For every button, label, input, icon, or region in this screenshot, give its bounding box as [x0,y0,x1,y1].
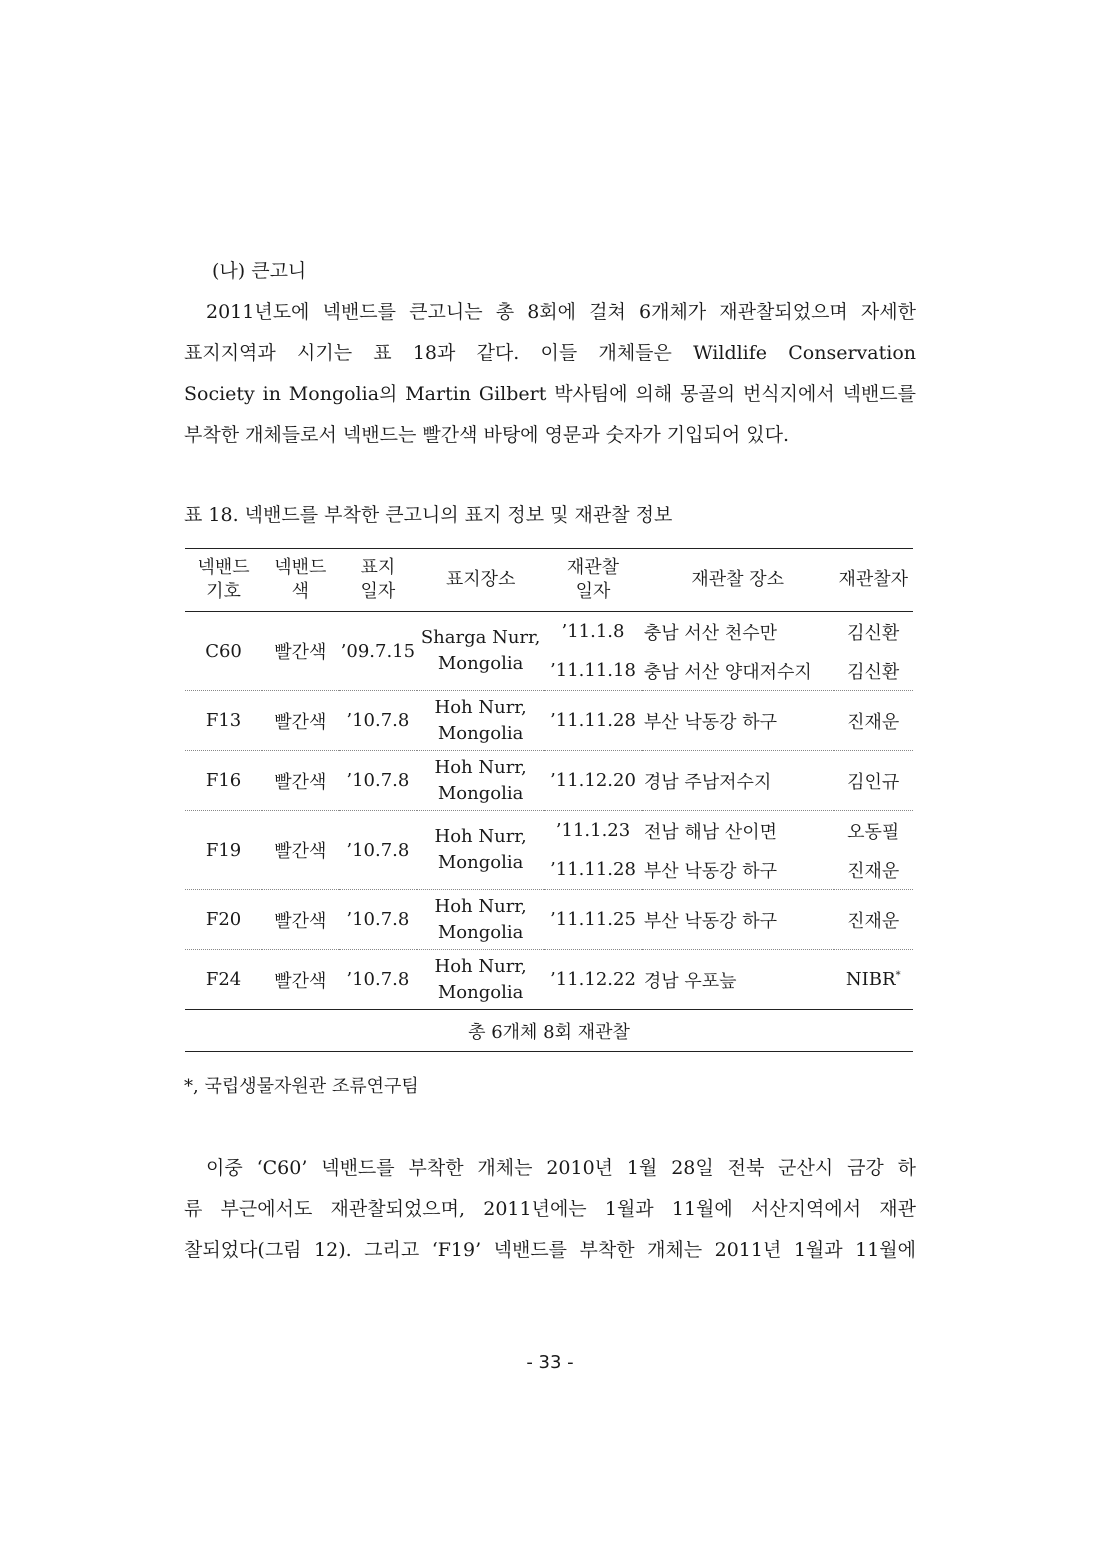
cell-observer: 오동필 [847,821,900,843]
cell-mark-date: ’10.7.8 [339,811,417,890]
cell-mark-date: ’10.7.8 [339,890,417,950]
header-resight-place: 재관찰 장소 [691,569,785,590]
paragraph-line: 류 부근에서도 재관찰되었으며, 2011년에는 1월과 11월에 서산지역에서 재관 [184,1198,916,1220]
cell-observer: 진재운 [834,850,914,890]
paragraph-line: 이중 ‘C60’ 넥밴드를 부착한 개체는 2010년 1월 28일 전북 군산시 금강 하 [206,1157,916,1179]
neckband-table [185,548,913,1052]
cell-code: C60 [185,612,262,691]
table-row [185,691,913,751]
paragraph-2 [184,1148,916,1271]
cell-resight-place: 경남 우포늪 [642,950,834,1010]
cell-resight-date: ’11.11.28 [544,691,642,751]
cell-color: 빨간색 [262,890,339,950]
table-row [185,751,913,811]
cell-color: 빨간색 [262,811,339,890]
header-observer: 재관찰자 [838,569,909,590]
header-mark-place: 표지장소 [445,569,516,590]
cell-code: F20 [185,890,262,950]
header-code: 넥밴드 기호 [197,557,250,602]
table-header-row [185,549,913,612]
cell-mark-place: Hoh Nurr, Mongolia [417,691,544,751]
table-caption: 표 18. 넥밴드를 부착한 큰고니의 표지 정보 및 재관찰 정보 [184,504,673,526]
cell-code: F19 [185,811,262,890]
header-mark-date: 표지 일자 [360,557,396,602]
cell-code: F24 [185,950,262,1010]
cell-color: 빨간색 [262,612,339,691]
cell-color: 빨간색 [262,751,339,811]
cell-observer: 진재운 [834,691,914,751]
cell-resight-place: 부산 낙동강 하구 [642,850,834,890]
cell-resight-place: 충남 서산 양대저수지 [642,651,834,691]
table-total: 총 6개체 8회 재관찰 [185,1010,913,1052]
cell-code: F16 [185,751,262,811]
cell-mark-date: ’10.7.8 [339,691,417,751]
table-row [185,811,913,851]
cell-resight-date: ’11.11.25 [544,890,642,950]
header-resight-date: 재관찰 일자 [566,557,620,602]
section-heading: (나) 큰고니 [212,260,307,282]
cell-mark-place: Sharga Nurr, Mongolia [417,612,544,691]
cell-resight-place: 충남 서산 천수만 [643,622,778,644]
paragraph-line: 표지지역과 시기는 표 18과 같다. 이들 개체들은 Wildlife Conservation [184,342,916,364]
cell-resight-date: ’11.12.22 [544,950,642,1010]
table-row [185,950,913,1010]
cell-resight-place: 부산 낙동강 하구 [642,890,834,950]
footnote-marker: * [895,970,901,981]
table-footnote: *, 국립생물자원관 조류연구팀 [184,1076,419,1097]
cell-color: 빨간색 [262,691,339,751]
cell-mark-place: Hoh Nurr, Mongolia [417,751,544,811]
table-row [185,890,913,950]
cell-observer: NIBR* [834,950,914,1010]
cell-resight-place: 전남 해남 산이면 [643,821,778,843]
cell-mark-place: Hoh Nurr, Mongolia [417,811,544,890]
cell-resight-place: 경남 주남저수지 [642,751,834,811]
paragraph-line: 부착한 개체들로서 넥밴드는 빨간색 바탕에 영문과 숫자가 기입되어 있다. [184,424,789,446]
cell-resight-date: ’11.1.23 [555,820,631,841]
cell-mark-date: ’09.7.15 [339,612,417,691]
cell-observer: 김신환 [834,651,914,691]
paragraph-line: 찰되었다(그림 12). 그리고 ‘F19’ 넥밴드를 부착한 개체는 2011년 1월과 11월에 [184,1239,916,1261]
table-total-row [185,1010,913,1052]
cell-resight-place: 부산 낙동강 하구 [642,691,834,751]
cell-code: F13 [185,691,262,751]
cell-observer: 진재운 [834,890,914,950]
paragraph-1 [184,292,916,456]
page-number: - 33 - [526,1352,574,1373]
paragraph-line: Society in Mongolia의 Martin Gilbert 박사팀에 의해 몽골의 번식지에서 넥밴드를 [184,383,916,405]
cell-mark-date: ’10.7.8 [339,950,417,1010]
cell-resight-date: ’11.11.28 [544,850,642,890]
paragraph-line: 2011년도에 넥밴드를 큰고니는 총 8회에 걸쳐 6개체가 재관찰되었으며 자세한 [206,301,916,323]
cell-mark-date: ’10.7.8 [339,751,417,811]
cell-resight-date: ’11.1.8 [561,621,625,642]
cell-mark-place: Hoh Nurr, Mongolia [417,950,544,1010]
cell-mark-place: Hoh Nurr, Mongolia [417,890,544,950]
cell-resight-date: ’11.11.18 [544,651,642,691]
cell-resight-date: ’11.12.20 [544,751,642,811]
header-color: 넥밴드 색 [274,557,327,602]
cell-observer: 김신환 [847,622,900,644]
cell-color: 빨간색 [262,950,339,1010]
cell-observer: 김인규 [834,751,914,811]
table-row [185,612,913,652]
